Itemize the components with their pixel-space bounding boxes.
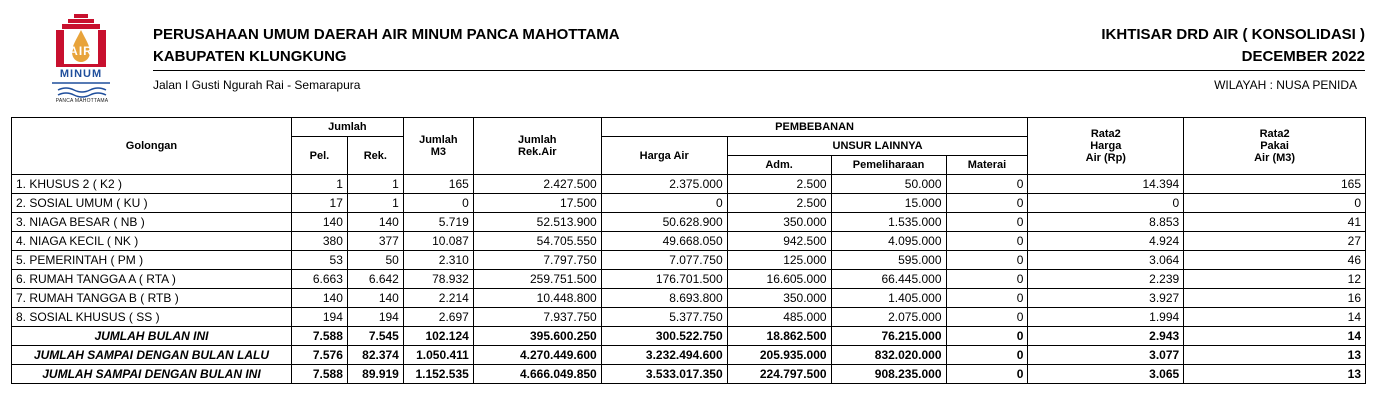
col-jumlah-rek-air: Jumlah Rek.Air [473, 118, 601, 175]
cell-golongan: 4. NIAGA KECIL ( NK ) [12, 232, 292, 251]
regency-name: KABUPATEN KLUNGKUNG [153, 48, 347, 65]
table-row [12, 194, 1366, 213]
cell-rek: 82.374 [347, 346, 403, 365]
cell-rata-pakai: 14 [1184, 308, 1366, 327]
company-address: Jalan I Gusti Ngurah Rai - Semarapura [153, 78, 361, 92]
logo-icon [50, 12, 112, 104]
company-name: PERUSAHAAN UMUM DAERAH AIR MINUM PANCA MAHOTTAMA [153, 26, 620, 43]
col-adm: Adm. [727, 156, 831, 175]
cell-rata-pakai: 12 [1184, 270, 1366, 289]
table-row [12, 251, 1366, 270]
cell-m3: 165 [403, 175, 473, 194]
cell-rek: 194 [347, 308, 403, 327]
cell-adm: 350.000 [727, 213, 831, 232]
cell-harga-air: 3.533.017.350 [601, 365, 727, 384]
cell-rata-pakai: 165 [1184, 175, 1366, 194]
cell-m3: 1.152.535 [403, 365, 473, 384]
col-jumlah: Jumlah [291, 118, 403, 137]
cell-rata-harga: 3.064 [1028, 251, 1184, 270]
cell-golongan: 3. NIAGA BESAR ( NB ) [12, 213, 292, 232]
cell-rata-pakai: 13 [1184, 365, 1366, 384]
cell-pemeliharaan: 595.000 [831, 251, 946, 270]
report-region: WILAYAH : NUSA PENIDA [1214, 78, 1357, 92]
cell-adm: 205.935.000 [727, 346, 831, 365]
cell-rata-pakai: 14 [1184, 327, 1366, 346]
total-row-bulan-ini [12, 327, 1366, 346]
cell-adm: 224.797.500 [727, 365, 831, 384]
header-divider [153, 70, 1365, 71]
cell-rek-air: 7.797.750 [473, 251, 601, 270]
cell-adm: 485.000 [727, 308, 831, 327]
col-rata-harga: Rata2 Harga Air (Rp) [1028, 118, 1184, 175]
cell-harga-air: 50.628.900 [601, 213, 727, 232]
cell-m3: 102.124 [403, 327, 473, 346]
cell-adm: 942.500 [727, 232, 831, 251]
total-row-sd-bulan-ini [12, 365, 1366, 384]
cell-rata-harga: 14.394 [1028, 175, 1184, 194]
table-row [12, 175, 1366, 194]
table-row [12, 270, 1366, 289]
cell-materai: 0 [946, 270, 1028, 289]
col-rek: Rek. [347, 137, 403, 175]
cell-pel: 194 [291, 308, 347, 327]
cell-pemeliharaan: 1.405.000 [831, 289, 946, 308]
cell-m3: 78.932 [403, 270, 473, 289]
cell-rata-pakai: 46 [1184, 251, 1366, 270]
cell-pemeliharaan: 2.075.000 [831, 308, 946, 327]
cell-pemeliharaan: 15.000 [831, 194, 946, 213]
cell-golongan: 8. SOSIAL KHUSUS ( SS ) [12, 308, 292, 327]
cell-rek-air: 54.705.550 [473, 232, 601, 251]
cell-materai: 0 [946, 365, 1028, 384]
cell-pel: 6.663 [291, 270, 347, 289]
cell-materai: 0 [946, 232, 1028, 251]
company-header [153, 24, 620, 92]
cell-rek-air: 259.751.500 [473, 270, 601, 289]
cell-pel: 140 [291, 213, 347, 232]
cell-rek: 140 [347, 213, 403, 232]
cell-golongan: 1. KHUSUS 2 ( K2 ) [12, 175, 292, 194]
col-harga-air: Harga Air [601, 137, 727, 175]
cell-harga-air: 3.232.494.600 [601, 346, 727, 365]
cell-rek: 7.545 [347, 327, 403, 346]
cell-rata-harga: 2.239 [1028, 270, 1184, 289]
cell-pel: 380 [291, 232, 347, 251]
cell-total-label: JUMLAH SAMPAI DENGAN BULAN INI [12, 365, 292, 384]
cell-materai: 0 [946, 251, 1028, 270]
cell-rata-harga: 8.853 [1028, 213, 1184, 232]
cell-rek: 1 [347, 194, 403, 213]
col-golongan: Golongan [12, 118, 292, 175]
cell-pel: 53 [291, 251, 347, 270]
cell-harga-air: 7.077.750 [601, 251, 727, 270]
col-materai: Materai [946, 156, 1028, 175]
cell-rek: 377 [347, 232, 403, 251]
col-pembebanan: PEMBEBANAN [601, 118, 1028, 137]
cell-harga-air: 176.701.500 [601, 270, 727, 289]
cell-materai: 0 [946, 289, 1028, 308]
cell-materai: 0 [946, 213, 1028, 232]
cell-pel: 1 [291, 175, 347, 194]
report-title: IKHTISAR DRD AIR ( KONSOLIDASI ) [1101, 26, 1365, 43]
table-row [12, 289, 1366, 308]
cell-total-label: JUMLAH SAMPAI DENGAN BULAN LALU [12, 346, 292, 365]
cell-harga-air: 300.522.750 [601, 327, 727, 346]
cell-m3: 0 [403, 194, 473, 213]
cell-pemeliharaan: 1.535.000 [831, 213, 946, 232]
cell-rata-pakai: 41 [1184, 213, 1366, 232]
cell-rata-pakai: 27 [1184, 232, 1366, 251]
cell-pemeliharaan: 832.020.000 [831, 346, 946, 365]
cell-m3: 1.050.411 [403, 346, 473, 365]
report-header [1101, 24, 1365, 92]
cell-adm: 2.500 [727, 175, 831, 194]
cell-materai: 0 [946, 327, 1028, 346]
cell-pemeliharaan: 50.000 [831, 175, 946, 194]
col-jumlah-m3: Jumlah M3 [403, 118, 473, 175]
cell-rek-air: 395.600.250 [473, 327, 601, 346]
cell-rek: 6.642 [347, 270, 403, 289]
cell-rata-harga: 0 [1028, 194, 1184, 213]
cell-adm: 350.000 [727, 289, 831, 308]
cell-m3: 2.697 [403, 308, 473, 327]
cell-rata-harga: 3.077 [1028, 346, 1184, 365]
cell-materai: 0 [946, 194, 1028, 213]
cell-rata-pakai: 0 [1184, 194, 1366, 213]
cell-golongan: 2. SOSIAL UMUM ( KU ) [12, 194, 292, 213]
cell-rek-air: 17.500 [473, 194, 601, 213]
cell-rek: 50 [347, 251, 403, 270]
col-rata-pakai: Rata2 Pakai Air (M3) [1184, 118, 1366, 175]
cell-m3: 2.214 [403, 289, 473, 308]
table-row [12, 213, 1366, 232]
cell-rata-harga: 3.065 [1028, 365, 1184, 384]
cell-pel: 17 [291, 194, 347, 213]
cell-harga-air: 0 [601, 194, 727, 213]
cell-golongan: 5. PEMERINTAH ( PM ) [12, 251, 292, 270]
cell-pel: 140 [291, 289, 347, 308]
col-pel: Pel. [291, 137, 347, 175]
cell-golongan: 6. RUMAH TANGGA A ( RTA ) [12, 270, 292, 289]
cell-rek-air: 7.937.750 [473, 308, 601, 327]
total-row-sd-bulan-lalu [12, 346, 1366, 365]
company-logo [50, 12, 112, 104]
cell-adm: 18.862.500 [727, 327, 831, 346]
logo-text: AIR [69, 44, 93, 58]
col-pemeliharaan: Pemeliharaan [831, 156, 946, 175]
cell-rata-harga: 2.943 [1028, 327, 1184, 346]
cell-adm: 2.500 [727, 194, 831, 213]
cell-pemeliharaan: 908.235.000 [831, 365, 946, 384]
report-period: DECEMBER 2022 [1241, 48, 1365, 65]
cell-harga-air: 2.375.000 [601, 175, 727, 194]
cell-rek-air: 10.448.800 [473, 289, 601, 308]
cell-m3: 2.310 [403, 251, 473, 270]
cell-harga-air: 8.693.800 [601, 289, 727, 308]
cell-pemeliharaan: 4.095.000 [831, 232, 946, 251]
cell-materai: 0 [946, 175, 1028, 194]
cell-adm: 16.605.000 [727, 270, 831, 289]
cell-m3: 5.719 [403, 213, 473, 232]
cell-rek-air: 4.270.449.600 [473, 346, 601, 365]
cell-pel: 7.576 [291, 346, 347, 365]
table-row [12, 232, 1366, 251]
cell-materai: 0 [946, 308, 1028, 327]
cell-rata-pakai: 13 [1184, 346, 1366, 365]
cell-rata-harga: 3.927 [1028, 289, 1184, 308]
cell-rata-harga: 1.994 [1028, 308, 1184, 327]
cell-pel: 7.588 [291, 327, 347, 346]
cell-pel: 7.588 [291, 365, 347, 384]
logo-word: MINUM [59, 68, 103, 80]
cell-rek: 140 [347, 289, 403, 308]
cell-total-label: JUMLAH BULAN INI [12, 327, 292, 346]
cell-rek: 1 [347, 175, 403, 194]
table-row [12, 308, 1366, 327]
cell-rata-harga: 4.924 [1028, 232, 1184, 251]
cell-rek-air: 52.513.900 [473, 213, 601, 232]
cell-m3: 10.087 [403, 232, 473, 251]
col-unsur-lainnya: UNSUR LAINNYA [727, 137, 1028, 156]
cell-pemeliharaan: 66.445.000 [831, 270, 946, 289]
cell-rata-pakai: 16 [1184, 289, 1366, 308]
cell-golongan: 7. RUMAH TANGGA B ( RTB ) [12, 289, 292, 308]
cell-materai: 0 [946, 346, 1028, 365]
cell-harga-air: 49.668.050 [601, 232, 727, 251]
logo-caption: PANCA MAHOTTAMA [55, 98, 109, 104]
cell-harga-air: 5.377.750 [601, 308, 727, 327]
table-body [12, 175, 1366, 384]
drd-summary-table [11, 117, 1366, 384]
cell-pemeliharaan: 76.215.000 [831, 327, 946, 346]
cell-rek-air: 2.427.500 [473, 175, 601, 194]
cell-rek: 89.919 [347, 365, 403, 384]
cell-rek-air: 4.666.049.850 [473, 365, 601, 384]
cell-adm: 125.000 [727, 251, 831, 270]
